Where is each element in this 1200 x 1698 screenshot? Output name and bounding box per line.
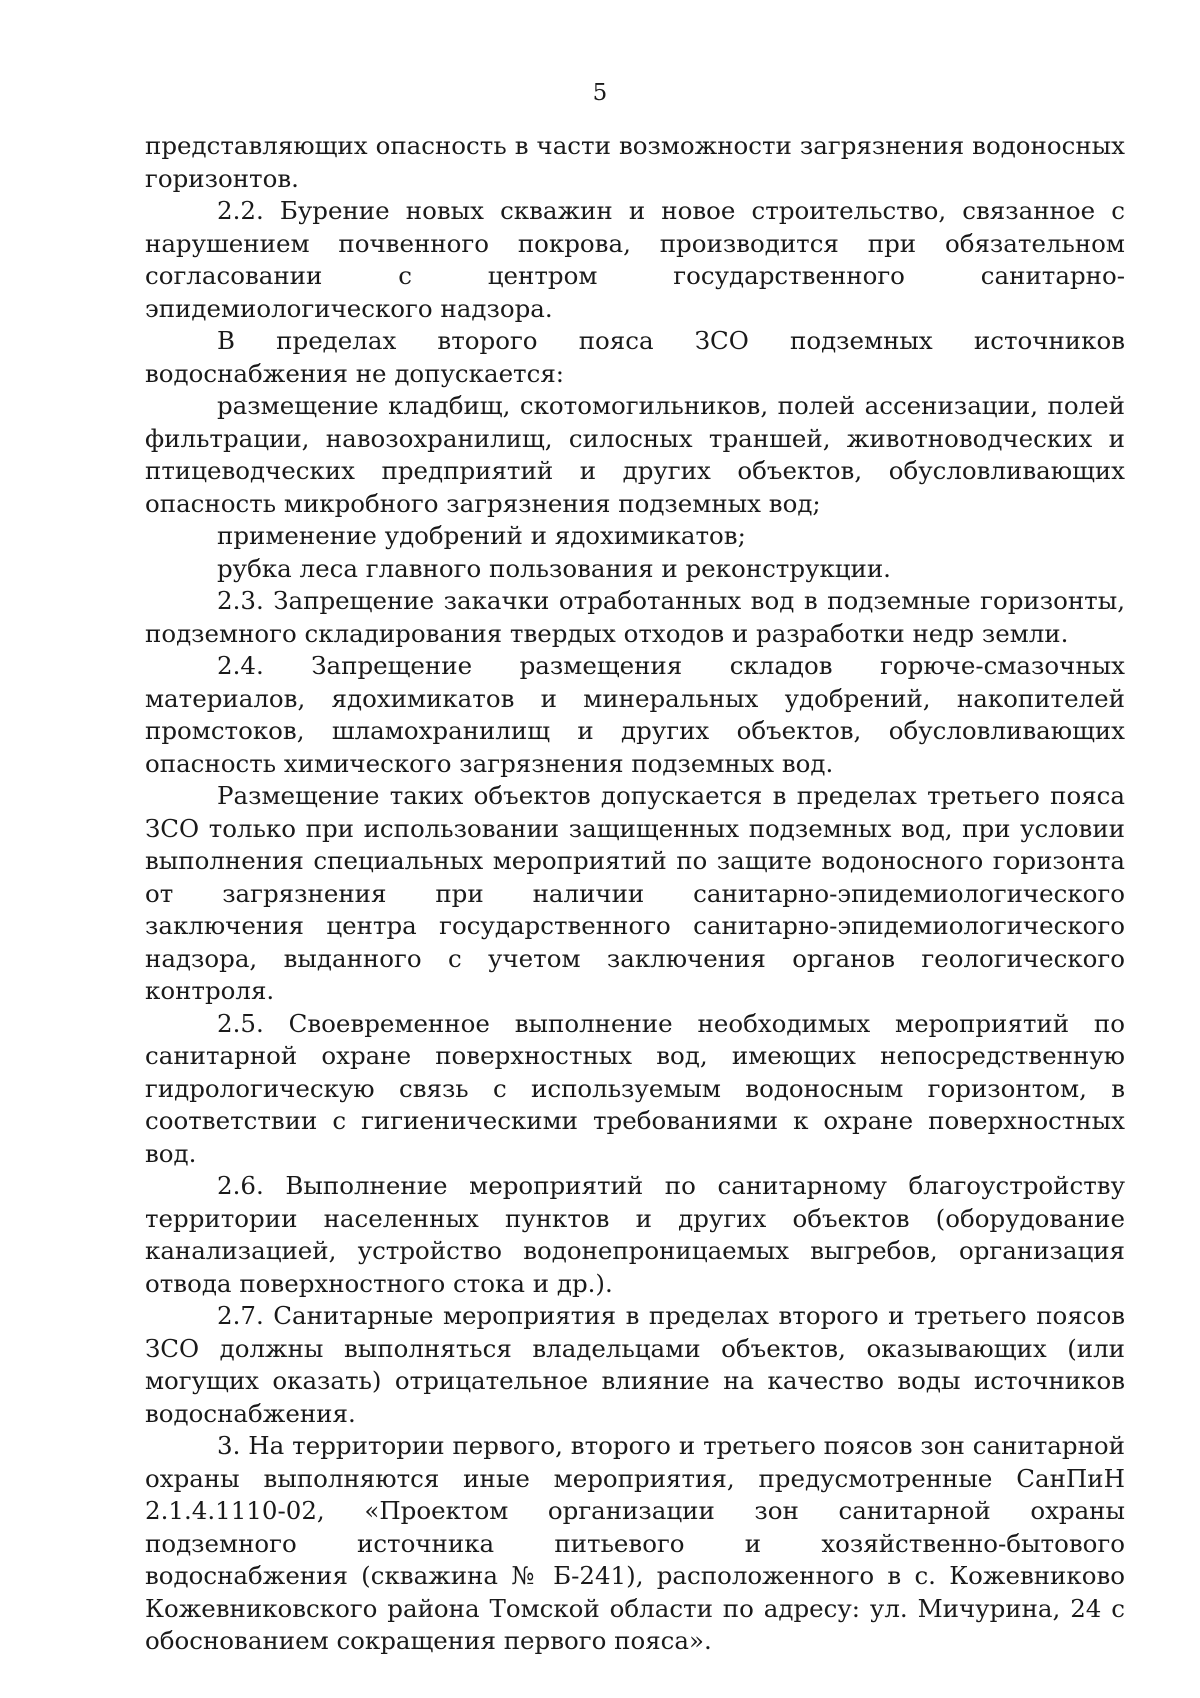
paragraph-list-item-fertilizers: применение удобрений и ядохимикатов; <box>217 521 746 550</box>
document-body <box>145 130 1125 1658</box>
paragraph-list-item-placement: размещение кладбищ, скотомогильников, полей ассенизации, полей фильтрации, навозохранилищ, силосных траншей, животноводческих и птицеводческих предприятий и других объектов, обусловливающих опасность микробного загрязнения подземных вод; <box>145 391 1125 518</box>
paragraph-zone-2-intro: В пределах второго пояса ЗСО подземных источников водоснабжения не допускается: <box>145 326 1125 388</box>
paragraph-2-4: 2.4. Запрещение размещения складов горюче-смазочных материалов, ядохимикатов и минеральных удобрений, накопителей промстоков, шламохранилищ и других объектов, обусловливающих опасность химического загрязнения подземных вод. <box>145 651 1125 778</box>
paragraph-2-2: 2.2. Бурение новых скважин и новое строительство, связанное с нарушением почвенного покрова, производится при обязательном согласовании с центром государственного санитарно-эпидемиологического надзора. <box>145 196 1125 323</box>
paragraph-2-5: 2.5. Своевременное выполнение необходимых мероприятий по санитарной охране поверхностных вод, имеющих непосредственную гидрологическую связь с используемым водоносным горизонтом, в соответствии с гигиеническими требованиями к охране поверхностных вод. <box>145 1008 1125 1168</box>
paragraph-2-3: 2.3. Запрещение закачки отработанных вод в подземные горизонты, подземного складирования твердых отходов и разработки недр земли. <box>145 586 1125 648</box>
paragraph-2-7: 2.7. Санитарные мероприятия в пределах второго и третьего поясов ЗСО должны выполняться владельцами объектов, оказывающих (или могущих оказать) отрицательное влияние на качество воды источников водоснабжения. <box>145 1301 1125 1428</box>
paragraph-list-item-logging: рубка леса главного пользования и реконструкции. <box>217 553 891 583</box>
paragraph-3: 3. На территории первого, второго и третьего поясов зон санитарной охраны выполняются иные мероприятия, предусмотренные СанПиН 2.1.4.1110-02, «Проектом организации зон санитарной охраны подземного источника питьевого и хозяйственно-бытового водоснабжения (скважина № Б-241), расположенного в с. Кожевниково Кожевниковского района Томской области по адресу: ул. Мичурина, 24 с обоснованием сокращения первого пояса». <box>145 1431 1125 1655</box>
page-number: 5 <box>592 80 608 106</box>
paragraph-continuation: представляющих опасность в части возможности загрязнения водоносных горизонтов. <box>145 131 1125 193</box>
paragraph-2-6: 2.6. Выполнение мероприятий по санитарному благоустройству территории населенных пунктов и других объектов (оборудование канализацией, устройство водонепроницаемых выгребов, организация отвода поверхностного стока и др.). <box>145 1171 1125 1298</box>
paragraph-zone-3-placement: Размещение таких объектов допускается в пределах третьего пояса ЗСО только при использовании защищенных подземных вод, при условии выполнения специальных мероприятий по защите водоносного горизонта от загрязнения при наличии санитарно-эпидемиологического заключения центра государственного санитарно-эпидемиологического надзора, выданного с учетом заключения органов геологического контроля. <box>145 781 1125 1005</box>
